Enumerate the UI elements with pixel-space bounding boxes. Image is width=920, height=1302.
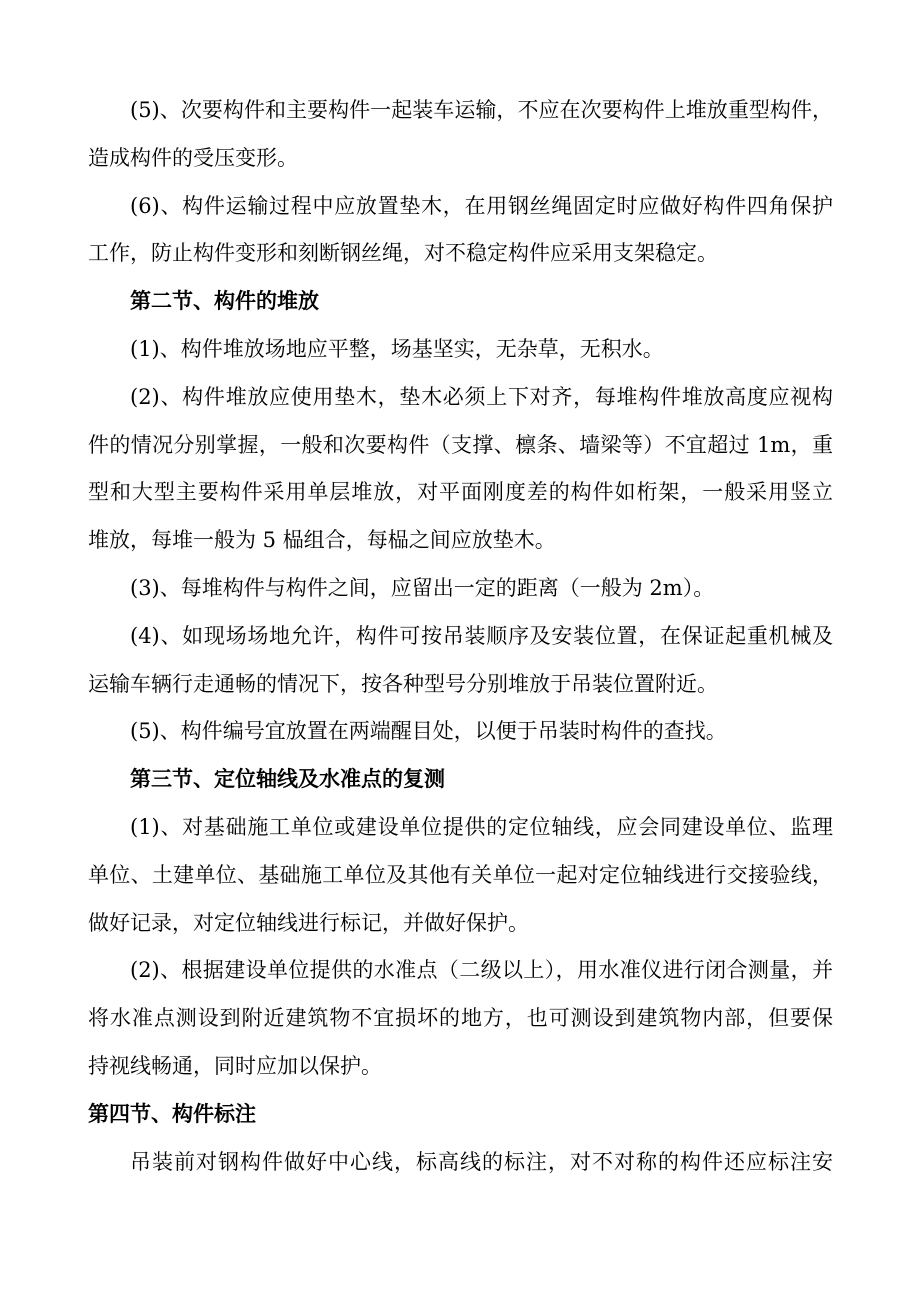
paragraph-line: 吊装前对钢构件做好中心线，标高线的标注，对不对称的构件还应标注安 xyxy=(130,1150,833,1174)
paragraph-line: 做好记录，对定位轴线进行标记，并做好保护。 xyxy=(88,911,529,935)
paragraph-line: (1)、构件堆放场地应平整，场基坚实，无杂草，无积水。 xyxy=(130,337,664,361)
paragraph-line: (2)、根据建设单位提供的水准点（二级以上），用水准仪进行闭合测量，并 xyxy=(130,958,833,982)
paragraph-line: 持视线畅通，同时应加以保护。 xyxy=(88,1054,382,1078)
paragraph-line: (2)、构件堆放应使用垫木，垫木必须上下对齐，每堆构件堆放高度应视构 xyxy=(130,385,833,409)
paragraph-line: 型和大型主要构件采用单层堆放，对平面刚度差的构件如桁架，一般采用竖立 xyxy=(88,480,833,504)
paragraph-line: 造成构件的受压变形。 xyxy=(88,146,298,170)
paragraph-line: 将水准点测设到附近建筑物不宜损坏的地方，也可测设到建筑物内部，但要保 xyxy=(88,1006,833,1030)
section-heading: 第四节、构件标注 xyxy=(88,1101,256,1126)
paragraph-line: (5)、构件编号宜放置在两端醒目处，以便于吊装时构件的查找。 xyxy=(130,719,727,743)
paragraph-line: 工作，防止构件变形和刻断钢丝绳，对不稳定构件应采用支架稳定。 xyxy=(88,241,718,265)
paragraph-line: (6)、构件运输过程中应放置垫木，在用钢丝绳固定时应做好构件四角保护 xyxy=(130,194,833,218)
paragraph-line: 堆放，每堆一般为 5 榀组合，每榀之间应放垫木。 xyxy=(88,528,556,552)
section-heading: 第三节、定位轴线及水准点的复测 xyxy=(130,766,445,791)
paragraph-line: (3)、每堆构件与构件之间，应留出一定的距离（一般为 2m）。 xyxy=(130,576,715,600)
paragraph-line: (4)、如现场场地允许，构件可按吊装顺序及安装位置，在保证起重机械及 xyxy=(130,624,833,648)
section-heading: 第二节、构件的堆放 xyxy=(130,288,319,313)
paragraph-line: 件的情况分别掌握，一般和次要构件（支撑、檩条、墙梁等）不宜超过 1m，重 xyxy=(88,433,833,457)
paragraph-line: (1)、对基础施工单位或建设单位提供的定位轴线，应会同建设单位、监理 xyxy=(130,815,833,839)
paragraph-line: 单位、土建单位、基础施工单位及其他有关单位一起对定位轴线进行交接验线， xyxy=(88,863,833,887)
paragraph-line: 运输车辆行走通畅的情况下，按各种型号分别堆放于吊装位置附近。 xyxy=(88,672,718,696)
paragraph-line: (5)、次要构件和主要构件一起装车运输，不应在次要构件上堆放重型构件， xyxy=(130,98,833,122)
